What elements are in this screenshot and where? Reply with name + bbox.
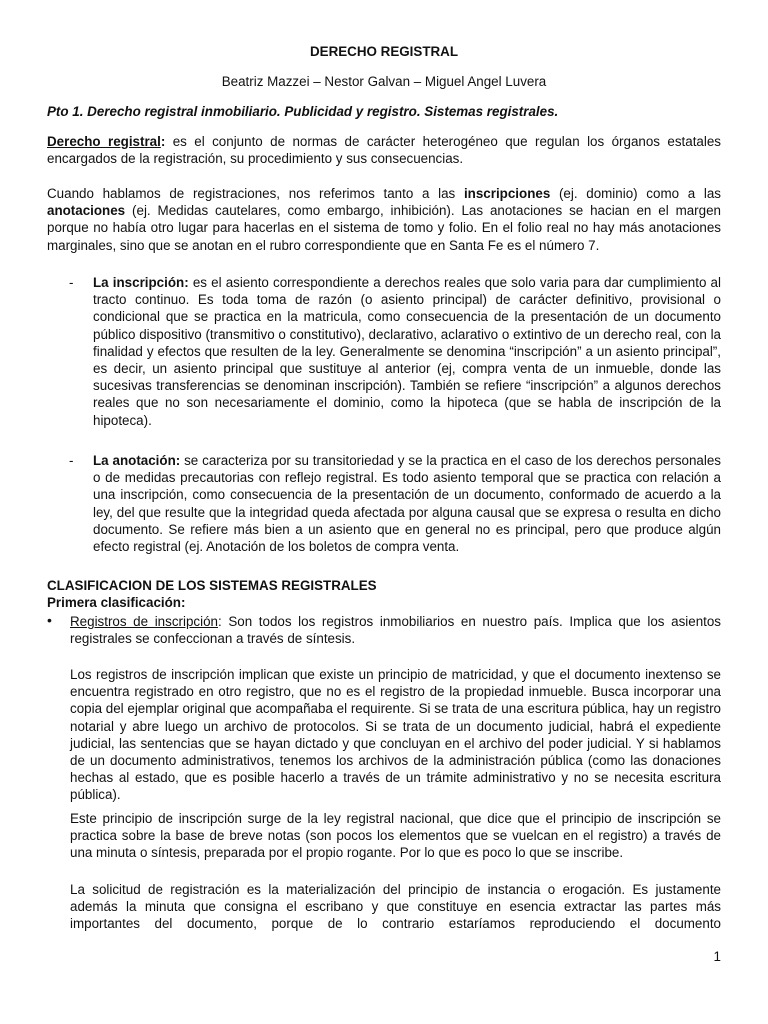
paragraph-solicitud: La solicitud de registración es la materialización del principio de instancia o erogación. Es justamente además la minuta que consigna el escribano y que constituye en esencia extractar las partes más importantes del documento, porque de lo contrario estaríamos reproduciendo el documento <box>70 882 721 932</box>
dash-marker: - <box>69 275 74 290</box>
list-item-body: es el asiento correspondiente a derechos reales que solo varia para dar cumplimiento al tracto continuo. Es toda toma de razón (o asiento principal) de carácter definitivo, provisional o condicional que se practica en la matricula, como consecuencia de la presentación de un documento público dispositivo (transmitivo o constitutivo), declarativo, aclarativo o extintivo de un derecho real, con la finalidad y efectos que resulten de la ley. Generalmente se denomina “inscripción” a un asiento principal”, es decir, un asiento principal que sustituye al anterior (ej, compra venta de un inmueble, donde las sucesivas transferencias se denominan inscripción). También se refiere “inscripción” a algunos derechos reales que no son necesariamente el dominio, como la hipoteca (que se habla de inscripción de la hipoteca). <box>93 275 721 428</box>
registraciones-bold-2: anotaciones <box>47 203 126 219</box>
list-item-term: La anotación: <box>93 453 181 468</box>
list-item-inscripcion <box>69 274 721 429</box>
definition-colon: : <box>160 134 166 149</box>
definition-paragraph <box>47 133 721 167</box>
dash-marker: - <box>69 453 74 468</box>
registraciones-paragraph <box>47 185 721 254</box>
clasificacion-subheading: Primera clasificación: <box>47 595 186 610</box>
page-number: 1 <box>713 949 721 964</box>
list-item-body: se caracteriza por su transitoriedad y se la practica en el caso de los derechos personales o de medidas precautorias con reflejo registral. Es todo asiento temporal que se practica con relación a una inscripción, como consecuencia de la presentación de un documento, conformado de acuerdo a la ley, del que resulte que la integridad queda afectada por alguna causal que se expresa o resulta en dicho documento. Se refiere más bien a un asiento que en general no es principal, pero que produce algún efecto registral (ej. Anotación de los boletos de compra venta. <box>93 453 721 555</box>
bullet-text <box>70 613 721 647</box>
list-item-text <box>93 274 721 429</box>
clasificacion-heading: CLASIFICACION DE LOS SISTEMAS REGISTRALES <box>47 578 377 593</box>
bullet-term: Registros de inscripción <box>70 614 218 629</box>
definition-text: es el conjunto de normas de carácter heterogéneo que regulan los órganos estatales encargados de la registración, su procedimiento y sus consecuencias. <box>47 134 721 167</box>
document-authors: Beatriz Mazzei – Nestor Galvan – Miguel Angel Luvera <box>221 74 547 89</box>
registraciones-text-2: (ej. dominio) como a las <box>550 186 721 201</box>
bullet-colon: : <box>217 614 222 629</box>
paragraph-principio-inscripcion: Este principio de inscripción surge de la ley registral nacional, que dice que el principio de inscripción se practica sobre la base de breve notas (son pocos los elementos que se vuelcan en el registro) a través de una minuta o síntesis, preparada por el propio rogante. Por lo que es poco lo que se inscribe. <box>70 811 721 861</box>
registraciones-text-1: Cuando hablamos de registraciones, nos referimos tanto a las <box>47 186 464 201</box>
bullet-marker: • <box>47 612 52 628</box>
list-item-anotacion <box>69 452 721 555</box>
definition-term: Derecho registral <box>47 134 161 149</box>
registraciones-bold-1: inscripciones <box>463 186 551 201</box>
paragraph-matricidad: Los registros de inscripción implican que existe un principio de matricidad, y que el documento inextenso se encuentra registrado en otro registro, que no es el registro de la propiedad inmueble. Busca incorporar una copia del ejemplar original que acompañaba el requirente. Si se trata de una escritura pública, hay un registro notarial y abre luego un archivo de protocolos. Si se trata de un documento judicial, habrá el expediente judicial, las sentencias que se hayan dictado y que concluyan en el archivo del poder judicial. Y si hablamos de un documento administrativos, tenemos los archivos de la administración pública (como las donaciones hechas al estado, que es posible hacerlo a través de un trámite administrativo y no se necesita escritura pública). <box>70 667 721 803</box>
document-title: DERECHO REGISTRAL <box>309 44 459 59</box>
section-heading-pto1: Pto 1. Derecho registral inmobiliario. Publicidad y registro. Sistemas registrales. <box>47 104 559 119</box>
list-item-text <box>93 452 721 555</box>
bullet-body: Son todos los registros inmobiliarios en nuestro país. Implica que los asientos registrales se confeccionan a través de síntesis. <box>70 614 721 647</box>
bullet-registros-inscripcion <box>47 613 721 647</box>
registraciones-text-3: (ej. Medidas cautelares, como embargo, inhibición). Las anotaciones se hacian en el margen porque no había otro lugar para hacerlas en el sistema de tomo y folio. En el folio real no hay más anotaciones marginales, sino que se anotan en el rubro correspondiente que en Santa Fe es el número 7. <box>47 203 721 253</box>
list-item-term: La inscripción: <box>93 275 189 290</box>
